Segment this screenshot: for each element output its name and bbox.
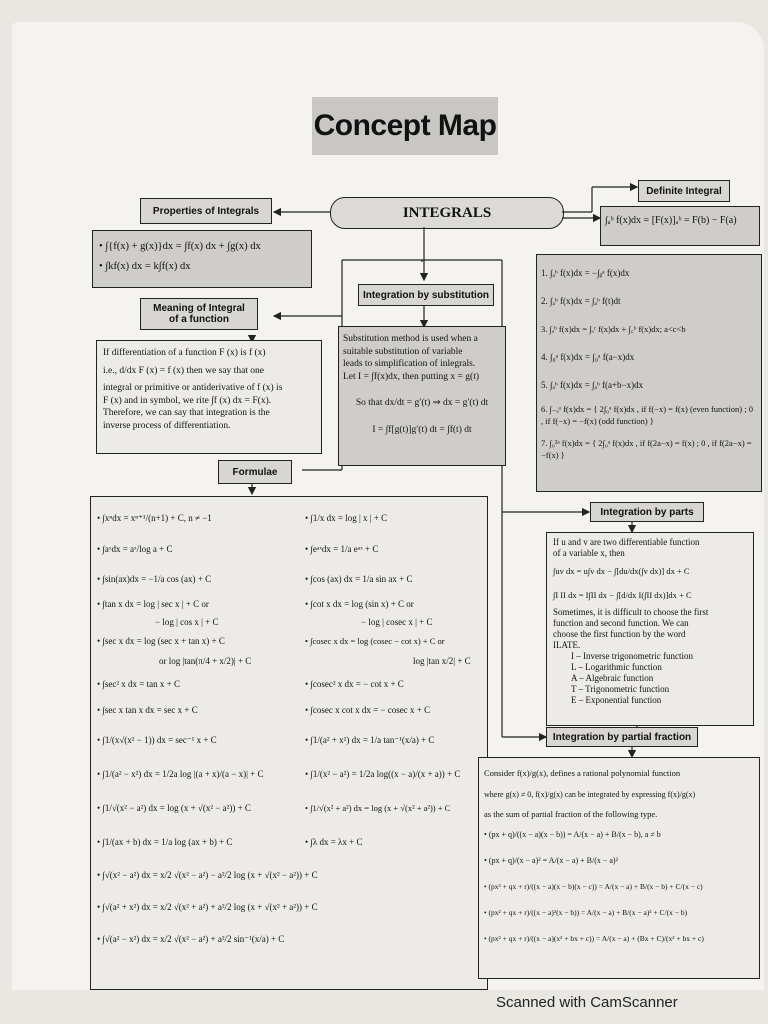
ilate-item: L – Logarithmic function: [571, 662, 662, 672]
formula-item: • ∫sec x dx = log (sec x + tan x) + C: [97, 635, 225, 646]
formula-item: • ∫1/√(x² − a²) dx = log (x + √(x² − a²)) + C: [97, 802, 251, 813]
formula-item: • ∫cosec x cot x dx = − cosec x + C: [305, 704, 431, 715]
ilate-item: T – Trigonometric function: [571, 684, 670, 694]
parts-box: [546, 532, 754, 726]
definite-main-formula: ∫ₐᵇ f(x)dx = [F(x)]ₐᵇ = F(b) − F(a): [605, 215, 737, 226]
substitution-line: Let I = ∫f(x)dx, then putting x = g(t): [343, 371, 479, 382]
formula-item: • ∫1/(x√(x² − 1)) dx = sec⁻¹ x + C: [97, 734, 217, 745]
substitution-line: I = ∫f[g(t)]g′(t) dt = ∫f(t) dt: [372, 424, 472, 435]
formula-item: log |tan x/2| + C: [413, 655, 471, 666]
formula-item: • ∫1/√(x² + a²) dx = log (x + √(x² + a²)) + C: [305, 802, 451, 813]
definite-header: Definite Integral: [638, 180, 730, 202]
formulae-box: [90, 496, 488, 990]
substitution-line: Substitution method is used when a: [343, 334, 478, 344]
meaning-header: Meaning of Integral of a function: [140, 298, 258, 330]
meaning-line: Therefore, we can say that integration is the: [103, 408, 270, 418]
definite-item: 6. ∫₋ₐᵃ f(x)dx = { 2∫₀ᵃ f(x)dx , if f(−x) = f(x) (even function) ; 0 , if f(−x) = −f(x) (odd function) }: [541, 404, 753, 426]
definite-properties-box: [536, 254, 762, 492]
partial-fraction-item: • (px² + qx + r)/((x − a)(x² + bx + c)) = A/(x − a) + (Bx + C)/(x² + bx + c): [484, 934, 704, 943]
substitution-line: suitable substitution of variable: [343, 346, 463, 357]
page-title: Concept Map: [312, 97, 498, 155]
ilate-item: I – Inverse trigonometric function: [571, 651, 693, 661]
formula-item: • ∫cosec x dx = log (cosec − cot x) + C or: [305, 635, 445, 646]
parts-line: ILATE.: [553, 640, 581, 650]
definite-item: 2. ∫ₐᵇ f(x)dx = ∫ₐᵇ f(t)dt: [541, 296, 621, 306]
formula-item: • ∫xⁿdx = xⁿ⁺¹/(n+1) + C, n ≠ −1: [97, 513, 212, 523]
partial-header: Integration by partial fraction: [546, 727, 698, 747]
definite-main-box: [600, 206, 760, 246]
formula-item: • ∫1/(a² + x²) dx = 1/a tan⁻¹(x/a) + C: [305, 734, 435, 745]
formula-item: • ∫aˣdx = aˣ/log a + C: [97, 543, 173, 554]
formula-item: • ∫cot x dx = log (sin x) + C or: [305, 598, 414, 609]
parts-line: choose the first function by the word: [553, 629, 686, 639]
parts-line: ∫uv dx = u∫v dx − ∫[du/dx(∫v dx)] dx + C: [553, 566, 690, 576]
scanned-page: [12, 22, 764, 990]
substitution-line: So that dx/dt = g′(t) ⇒ dx = g′(t) dt: [355, 398, 489, 408]
formulae-right-column: [305, 503, 485, 859]
parts-line: of a variable x, then: [553, 548, 625, 558]
formula-item: • ∫1/(ax + b) dx = 1/a log (ax + b) + C: [97, 836, 233, 847]
meaning-line: integral or primitive or antiderivative of f (x) is: [103, 383, 283, 393]
formula-item: • ∫cos (ax) dx = 1/a sin ax + C: [305, 574, 413, 584]
meaning-line: If differentiation of a function F (x) is f (x): [103, 348, 266, 358]
definite-item: 5. ∫ₐᵇ f(x)dx = ∫ₐᵇ f(a+b−x)dx: [541, 380, 644, 390]
partial-fraction-item: • (px² + qx + r)/((x − a)(x − b)(x − c)) = A/(x − a) + B/(x − b) + C/(x − c): [484, 882, 703, 891]
substitution-line: leads to simplification of inlegrals.: [343, 359, 476, 369]
meaning-line: F (x) and in symbol, we rite ∫f (x) dx = F(x).: [103, 395, 272, 406]
formula-item: • ∫cosec² x dx = − cot x + C: [305, 678, 404, 689]
formulae-left-column: [97, 503, 318, 955]
definite-item: 1. ∫ₐᵇ f(x)dx = −∫ᵦᵃ f(x)dx: [541, 268, 630, 278]
ilate-item: A – Algebraic function: [571, 673, 654, 683]
partial-fraction-item: • (px + q)/((x − a)(x − b)) = A/(x − a) + B/(x − b), a ≠ b: [484, 830, 661, 839]
partial-fraction-item: • (px + q)/(x − a)² = A/(x − a) + B/(x − a)²: [484, 856, 618, 865]
formula-item: • ∫sec x tan x dx = sec x + C: [97, 704, 198, 715]
parts-line: If u and v are two differentiable function: [553, 537, 700, 547]
parts-line: function and second function. We can: [553, 618, 689, 628]
formula-item: • ∫tan x dx = log | sec x | + C or: [97, 598, 209, 609]
parts-line: ∫I II dx = I∫II dx − ∫[d/dx I(∫II dx)]dx + C: [553, 590, 692, 600]
property-item: • ∫{f(x) + g(x)}dx = ∫f(x) dx + ∫g(x) dx: [99, 241, 261, 252]
partial-box: [478, 757, 760, 979]
definite-item: 7. ∫₀²ᵃ f(x)dx = { 2∫₀ᵃ f(x)dx , if f(2a−x) = f(x) ; 0 , if f(2a−x) = −f(x) }: [541, 438, 752, 460]
formulae-header: Formulae: [218, 460, 292, 484]
formula-item: − log | cosec x | + C: [361, 616, 433, 627]
parts-line: Sometimes, it is difficult to choose the first: [553, 607, 709, 617]
partial-fraction-item: • (px² + qx + r)/((x − a)²(x − b)) = A/(x − a) + B/(x − a)² + C/(x − b): [484, 908, 688, 917]
formula-item: • ∫1/x dx = log | x | + C: [305, 513, 388, 523]
formula-item: • ∫√(x² − a²) dx = x/2 √(x² − a²) − a²/2 log (x + √(x² − a²)) + C: [97, 869, 318, 880]
meaning-box: [96, 340, 322, 454]
formula-item: • ∫√(a² + x²) dx = x/2 √(x² + a²) + a²/2 log (x + √(x² + a²)) + C: [97, 901, 318, 912]
properties-box: [92, 230, 312, 288]
meaning-line: inverse process of differentiation.: [103, 420, 231, 431]
formula-item: • ∫√(a² − x²) dx = x/2 √(x² − a²) + a²/2 sin⁻¹(x/a) + C: [97, 933, 285, 944]
partial-line: where g(x) ≠ 0, f(x)/g(x) can be integrated by expressing f(x)/g(x): [484, 790, 696, 799]
definite-item: 4. ∫₀ᵃ f(x)dx = ∫₀ᵃ f(a−x)dx: [541, 352, 635, 362]
substitution-header: Integration by substitution: [358, 284, 494, 306]
formula-item: • ∫λ dx = λx + C: [305, 836, 363, 847]
substitution-box: [338, 326, 506, 466]
partial-line: Consider f(x)/g(x), defines a rational polynomial function: [484, 768, 681, 778]
scanner-watermark: Scanned with CamScanner: [496, 994, 678, 1011]
formula-item: • ∫1/(a² − x²) dx = 1/2a log |(a + x)/(a − x)| + C: [97, 768, 264, 779]
ilate-item: E – Exponential function: [571, 695, 662, 705]
formula-item: • ∫eᵃˣdx = 1/a eᵃˣ + C: [305, 543, 379, 554]
partial-line: as the sum of partial fraction of the following type.: [484, 809, 658, 819]
formula-item: • ∫sin(ax)dx = −1/a cos (ax) + C: [97, 574, 212, 584]
central-node-integrals: INTEGRALS: [330, 197, 564, 229]
definite-item: 3. ∫ₐᵇ f(x)dx = ∫ₐᶜ f(x)dx + ∫꜀ᵇ f(x)dx; a<c<b: [541, 324, 686, 334]
formula-item: − log | cos x | + C: [155, 616, 219, 627]
parts-header: Integration by parts: [590, 502, 704, 522]
meaning-line: i.e., d/dx F (x) = f (x) then we say that one: [103, 365, 265, 376]
properties-header: Properties of Integrals: [140, 198, 272, 224]
formula-item: or log |tan(π/4 + x/2)| + C: [159, 655, 252, 666]
formula-item: • ∫sec² x dx = tan x + C: [97, 678, 180, 689]
formula-item: • ∫1/(x² − a²) = 1/2a log((x − a)/(x + a)) + C: [305, 768, 461, 779]
property-item: • ∫kf(x) dx = k∫f(x) dx: [99, 261, 191, 272]
